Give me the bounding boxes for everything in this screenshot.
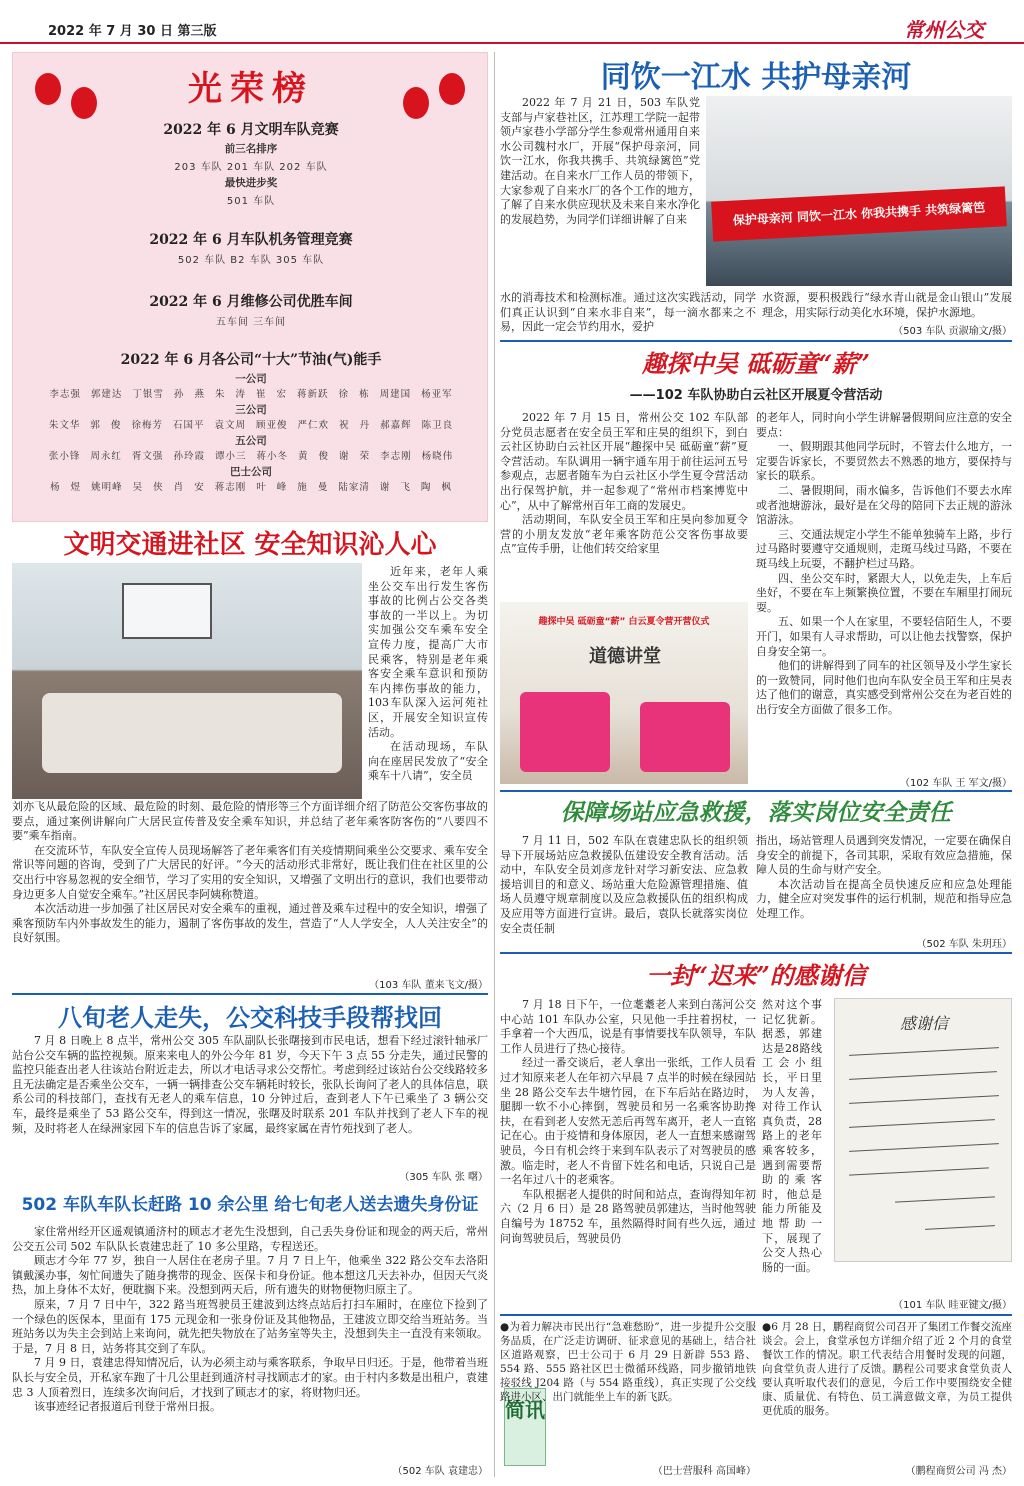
honor-section-3: [13, 291, 489, 328]
article-5-credit: （102 车队 王 军文/摄）: [900, 778, 1012, 789]
name-list: 李志强 郭建达 丁银雪 孙 燕 朱 涛 崔 宏 蒋新跃 徐 栋 周建国 杨亚军: [49, 389, 453, 400]
paragraph: 的老年人，同时向小学生讲解暑假期间应注意的安全要点：: [756, 411, 1012, 439]
article-1-credit: （103 车队 董来飞文/摄）: [369, 980, 488, 991]
brief-1-credit: （巴士营服科 高国峰）: [652, 1466, 756, 1477]
paragraph: 近年来，老年人乘坐公交车出行发生客伤事故的比例占公交各类事故的一半以上。为切实加强公交车乘车安全宣传力度，提高广大市民乘客，特别是老年乘客安全乘车意识和预防车内摔伤事故的能力，103车队深入运河苑社区，开展安全知识宣传活动。: [368, 565, 488, 739]
divider: [12, 993, 488, 995]
article-3-title: 502 车队车队长赶路 10 余公里 给七旬老人送去遗失身份证: [21, 1195, 479, 1215]
article-5-left-text: [500, 411, 748, 557]
section-title: 2022 年 6 月维修公司优胜车间: [149, 294, 353, 310]
paragraph: 水的消毒技术和检测标准。通过这次实践活动，同学们真正认识到“自来水非自来”，每一滴水都来之不易，因此一定会节约用水，爱护: [500, 291, 756, 334]
article-6-credit: （502 车队 朱玥珏）: [916, 939, 1012, 950]
thank-you-letter-photo: [834, 998, 1012, 1262]
article-3-body: [12, 1225, 488, 1415]
photo-banner: 保护母亲河 同饮一江水 你我共携手 共筑绿篱笆: [711, 186, 1007, 241]
divider: [500, 340, 1012, 342]
name-list: 张小锋 周永红 胥文强 孙玲霞 谭小三 蒋小冬 黄 俊 谢 荣 李志刚 杨晓伟: [48, 451, 454, 462]
section-value: 502 车队 B2 车队 305 车队: [177, 255, 325, 266]
presentation-screen: [122, 583, 212, 639]
brief-2-credit: （鹏程商贸公司 冯 杰）: [905, 1466, 1012, 1477]
article-6-right-text: [756, 834, 1012, 922]
paragraph: 然对这个事记忆犹新。据悉，郭建达是28路线工会小组长，平日里为人友善，对待工作认真负责，28路上的老年乘客较多，遇到需要帮助的乘客时，他总是能力所能及地帮助一下，展现了公交人热心肠的一面。: [762, 998, 822, 1274]
article-6-title: 保障场站应急救援，落实岗位安全责任: [560, 799, 952, 826]
section-value: 五车间 三车间: [215, 317, 287, 328]
paragraph: 2022 年 7 月 21 日，503 车队党支部与卢家巷社区，江苏理工学院一起带领卢家巷小学部分学生参观常州通用自来水公司魏村水厂，开展“保护母亲河，同饮一江水，你我共携手、共筑绿篱笆”党建活动。在自来水厂工作人员的带领下，大家参观了自来水厂的各个工作的地方，了解了自来水供应现状及未来自来水净化的发展趋势，为同学们详细讲解了自来: [500, 96, 700, 226]
issue-date: 2022 年 7 月 30 日 第三版: [48, 24, 217, 39]
divider: [500, 790, 1012, 792]
newspaper-logo: 常州公交: [904, 18, 984, 42]
paragraph: 顾志才今年 77 岁，独自一人居住在老房子里。7 月 7 日上午，他乘坐 322 路公交车去洛阳镇戴溪办事，匆忙间遗失了随身携带的现金、医保卡和身份证。他本想这几天去补办，但因天气炎热，加上身体不太好，便耽搁下来。没想到两天后，所有遗失的财物便物归原主了。: [12, 1254, 488, 1297]
paragraph: 原来，7 月 7 日中午，322 路当班驾驶员王建波到达终点站后打扫车厢时，在座位下捡到了一个绿色的医保本，里面有 175 元现金和一张身份证及其他物品，王建波立即交给当班站务。当班站务以为失主会到站上来询问，就先把失物放在了站务室等失主，没想到失主一直没有来领取。于是，7 月 8 日，站务将其交到了车队。: [12, 1297, 488, 1355]
article-1-body: [12, 800, 488, 946]
page-header: [0, 0, 1024, 44]
name-list: 朱文华 郭 俊 徐梅芳 石国平 袁文周 顾亚俊 严仁欢 祝 丹 郝嘉辉 陈卫良: [48, 420, 454, 431]
honor-section-1: [13, 119, 489, 207]
volunteer-figure: [520, 692, 610, 772]
section-title: 2022 年 6 月车队机务管理竞赛: [149, 232, 353, 248]
article-1-title: 文明交通进社区 安全知识沁人心: [63, 530, 437, 560]
paragraph: 二、暑假期间，雨水偏多，告诉他们不要去水库或者池塘游泳，最好是在父母的陪同下去正规的游泳馆游泳。: [756, 483, 1012, 527]
paragraph: ●6 月 28 日，鹏程商贸公司召开了集团工作餐交流座谈会。会上，食堂承包方详细介绍了近 2 个月的食堂餐饮工作的情况。职工代表结合用餐时发现的问题，向食堂负责人进行了反馈。鹏程公司要求食堂负责人要认真听取代表们的意见，今后工作中要围绕安全健康、质量优、有特色、员工满意做文章，为员工提供更优质的服务。: [762, 1321, 1012, 1417]
divider: [500, 1314, 1012, 1316]
paragraph: 三、交通法规定小学生不能单独骑车上路，步行过马路时要遵守交通规则，走斑马线过马路，不要在斑马线上玩耍，不翻护栏过马路。: [756, 527, 1012, 570]
brief-2: [762, 1320, 1012, 1418]
article-5-subtitle: ——102 车队协助白云社区开展夏令营活动: [629, 388, 883, 403]
paragraph: 四、坐公交车时，紧跟大人，以免走失，上车后坐好，不要在车上频繁换位置，不要在车厢里打闹玩耍。: [756, 571, 1012, 614]
paragraph: 7 月 9 日，袁建忠得知情况后，认为必须主动与乘客联系，争取早日归还。于是，他带着当班队长与安全员，开私家车跑了十几公里赶到通济村寻找顾志才的家。由于村内多数是出租户，袁建忠 3 人顶着烈日，连续多次询问后，才找到了顾志才的家，将财物归还。: [12, 1356, 488, 1399]
photo-banner: 趣探中吴 砥砺童“薪” 白云夏令营开营仪式: [538, 617, 710, 627]
article-7-side-text: [762, 998, 822, 1275]
article-1-side-text: [368, 565, 488, 784]
section-value: 501 车队: [226, 196, 276, 207]
article-4-left-text: [500, 96, 700, 227]
article-7-credit: （101 车队 眭亚键文/摄）: [893, 1300, 1012, 1311]
article-2-credit: （305 车队 张 曙）: [399, 1172, 488, 1183]
group-label: 三公司: [235, 404, 267, 416]
paragraph: 五、如果一个人在家里，不要轻信陌生人，不要开门，如果有人寻求帮助，可以让他去找警察，保护自身安全第一。: [756, 615, 1012, 658]
paragraph: 7 月 11 日，502 车队在袁建忠队长的组织领导下开展场站应急救援队伍建设安全教育活动。活动中，车队安全员刘彦龙针对学习新安法、应急救援培训目的和意义、场站重大危险源管理措施、值场人员遵守规章制度以及应急救援队伍的组织构成及应用等方面进行宣讲。最后，袁队长就落实岗位安全责任制: [500, 834, 748, 935]
photo-sign: 道德讲堂: [589, 646, 661, 667]
paragraph: 本次活动进一步加强了社区居民对安全乘车的重视，通过普及乘车过程中的安全知识，增强了乘客预防车内外事故发生的能力，遏制了客伤事故的发生，营造了“人人学安全，人人关注安全”的良好氛围。: [12, 902, 488, 945]
section-sub: 最快进步奖: [224, 177, 278, 189]
article-7-title: 一封“迟来”的感谢信: [646, 961, 866, 990]
article-5-title: 趣探中吴 砥砺童“薪”: [642, 349, 870, 378]
article-5-photo: [500, 602, 748, 784]
divider: [500, 952, 1012, 954]
group-label: 巴士公司: [230, 466, 272, 478]
group-label: 一公司: [235, 373, 267, 385]
paragraph: ●为着力解决市民出行“急难愁盼”，进一步提升公交服务品质，在广泛走访调研、征求意见的基础上，结合社区道路观察，巴士公司于 6 月 29 日新辟 553 路、554 路、555 路社区巴士微循环线路，同步撤销地铁接驳线 J204 路（与 554 路重线），真正实现了公交线路进小区、出门就能坐上车的新飞跃。: [500, 1321, 756, 1403]
paragraph: 7 月 18 日下午，一位耄耋老人来到白荡河公交中心站 101 车队办公室，只见他一手拄着拐杖，一手拿着一个大西瓜，说是有事情要找车队领导，车队工作人员进行了热心接待。: [500, 998, 756, 1055]
paragraph: 指出，场站管理人员遇到突发情况，一定要在确保自身安全的前提下，各司其职，采取有效应急措施，保障人员的生命与财产安全。: [756, 834, 1012, 877]
paragraph: 车队根据老人提供的时间和站点，查询得知年初六（2 月 6 日）是 28 路驾驶员郭建达，当时他驾驶自编号为 18752 车，虽然隔得时间有些久远，通过问询驾驶员后，驾驶员仍: [500, 1187, 756, 1245]
paragraph: 7 月 8 日晚上 8 点半，常州公交 305 车队副队长张曙接到市民电话，想看下经过滚针轴承厂站台公交车辆的监控视频。原来来电人的外公今年 81 岁，今天下午 3 点 55 分走失，通过民警的监控只能查出老人往该站台附近走去，所以才电话寻求公交帮忙。考虑到经过该站台公交线路较多且无法确定是否乘坐公交车，一辆一辆排查公交车辆耗时较长，张队长询问了老人的具体信息，联系公司的科技部门，查找有无老人的乘车信息，10 分钟过后，查到老人下午已乘坐了 3 辆公交车，最终是乘坐了 53 路公交车，得到这一情况，张曙及时联系 201 车队并找到了老人下车的视频，及时将老人在绿洲家园下车的信息告诉了家属，最终家属在青竹苑找到了老人。: [12, 1034, 488, 1135]
name-list: 杨 煜 姚明峰 吴 侠 肖 安 蒋志刚 叶 峰 施 曼 陆家清 谢 飞 陶 枫: [50, 482, 452, 493]
article-2-title: 八旬老人走失，公交科技手段帮找回: [58, 1004, 442, 1032]
paragraph: 家住常州经开区遥观镇通济村的顾志才老先生没想到，自己丢失身份证和现金的两天后，常州公交五公司 502 车队队长袁建忠赶了 10 多公里路，专程送还。: [12, 1225, 488, 1253]
paragraph: 在交流环节，车队安全宣传人员现场解答了老年乘客们有关疫情期间乘坐公交要求、乘车安全常识等问题的咨询，受到了广大居民的好评。“今天的活动形式非常好，既让我们住在社区里的公交出行中容易忽视的安全细节，学习了实用的安全知识，又增强了文明出行的意识，我们也要带动身边更多人自觉安全乘车。”社区居民李阿姨称赞道。: [12, 843, 488, 901]
letter-title: 感谢信: [899, 1014, 948, 1033]
paragraph: 水资源，要积极践行“绿水青山就是金山银山”发展理念，用实际行动美化水环境，保护水源地。: [762, 291, 1012, 319]
honor-roll: [12, 52, 488, 522]
paragraph: 本次活动旨在提高全员快速反应和应急处理能力，健全应对突发事件的运行机制，规范和指导应急处理工作。: [756, 877, 1012, 920]
article-4-bottom-left: [500, 291, 756, 335]
brief-label: 简讯: [504, 1388, 546, 1466]
paragraph: 该事迹经记者报道后刊登于常州日报。: [34, 1400, 221, 1414]
article-4-credit: （503 车队 贡淑瑜文/摄）: [893, 326, 1012, 337]
paragraph: 2022 年 7 月 15 日，常州公交 102 车队部分党员志愿者在安全员王军和庄昊的组织下，到白云社区协助白云社区开展“趣探中吴 砥砺童“薪”夏令营活动。车队调用一辆宇通车用于前往运河五号参观点，志愿者随车为白云社区小学生夏令营活动出行保驾护航，并一起参观了“常州市档案博览中心”，从中了解常州百年工商的发展史。: [500, 411, 748, 512]
honor-section-2: [13, 229, 489, 266]
paragraph: 刘亦飞从最危险的区域、最危险的时刻、最危险的情形等三个方面详细介绍了防范公交客伤事故的要点，通过案例讲解向广大居民宣传普及安全乘车知识，并总结了老年乘客防客伤的“八要四不要”乘车指南。: [12, 800, 488, 843]
paragraph: 在活动现场，车队向在座居民发放了“安全乘车十八请”，安全员: [368, 740, 488, 783]
article-3-credit: （502 车队 袁建忠）: [392, 1466, 488, 1477]
brief-1: [500, 1320, 756, 1404]
article-6-left-text: [500, 834, 748, 936]
article-7-left-text: [500, 998, 756, 1246]
paragraph: 活动期间，车队安全员王军和庄昊向参加夏令营的小朋友发放“老年乘客防范公交客伤事故要点”宣传手册，让他们转交给家里: [500, 513, 748, 556]
volunteer-figure: [640, 702, 730, 772]
section-sub: 前三名排序: [224, 143, 278, 155]
article-4-title: 同饮一江水 共护母亲河: [600, 60, 912, 95]
article-1-photo: [12, 563, 362, 799]
honor-title: 光荣榜: [188, 69, 314, 109]
paragraph: 他们的讲解得到了同车的社区领导及小学生家长的一致赞同，同时他们也向车队安全员王军和庄昊表达了他们的谢意，真实感受到常州公交在为老百姓的出行安全方面做了很多工作。: [756, 659, 1012, 716]
meeting-table: [42, 693, 342, 773]
section-value: 203 车队 201 车队 202 车队: [174, 162, 328, 173]
article-2-body: [12, 1034, 488, 1136]
section-title: 2022 年 6 月各公司“十大”节油(气)能手: [120, 352, 382, 368]
column-divider: [494, 52, 495, 1477]
paragraph: 经过一番交谈后，老人拿出一张纸，工作人员看过才知原来老人在年初六早晨 7 点半的时候在绿园站坐 28 路公交车去牛塘竹园，在下车后站在路边时，腿脚一软不小心摔倒，驾驶员和另一名乘客协助搀扶，在看到老人安然无恙后再驾车离开，老人一直铭记在心。由于疫情和身体原因，老人一直想来感谢驾驶员，今日有机会终于来到车队表示了对驾驶员的感激。临走时，老人不肯留下姓名和电话，只说自己是一名年过八十的老乘客。: [500, 1056, 756, 1187]
paragraph: 一、假期跟其他同学玩时，不管去什么地方，一定要告诉家长，不要贸然去不熟悉的地方，要保持与家长的联系。: [756, 440, 1012, 483]
group-label: 五公司: [235, 435, 267, 447]
honor-section-4: [13, 349, 489, 493]
section-title: 2022 年 6 月文明车队竞赛: [163, 122, 339, 138]
article-4-bottom-right: [762, 291, 1012, 320]
article-5-right-text: [756, 411, 1012, 717]
article-4-photo: [706, 96, 1012, 286]
